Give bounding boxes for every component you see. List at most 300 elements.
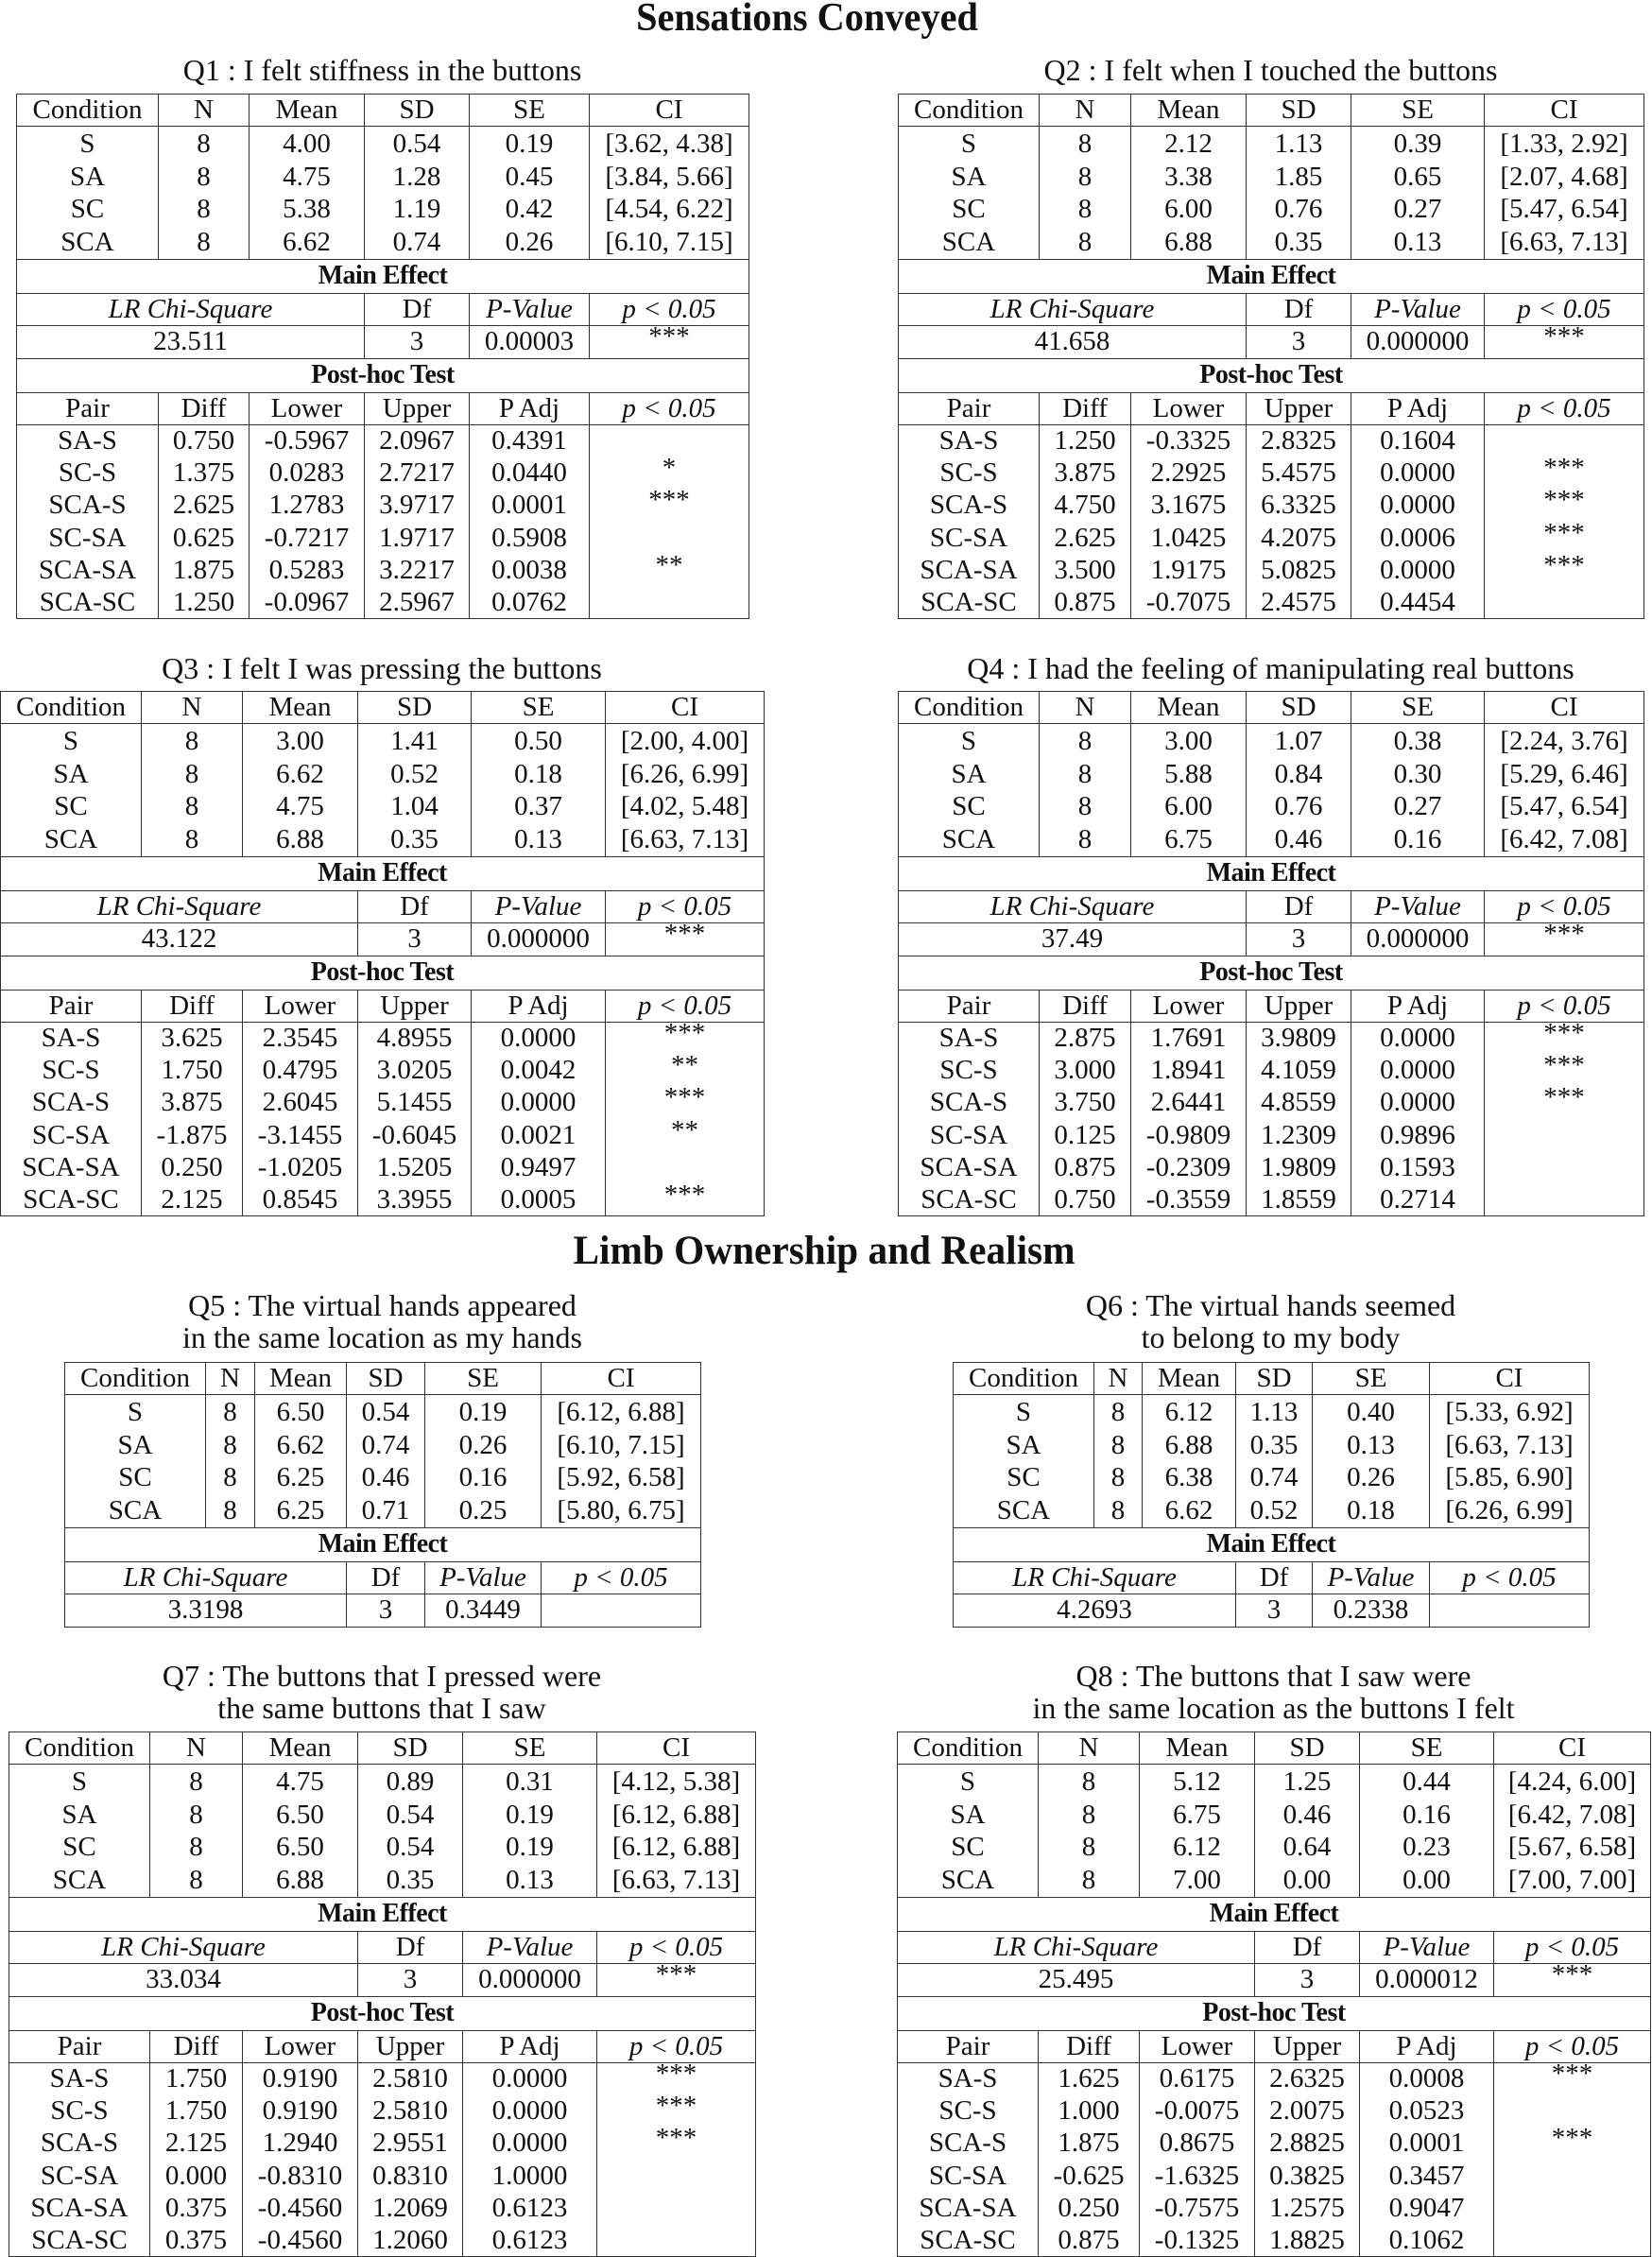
cell-significance: [542, 1589, 701, 1622]
cell-pair: SC-S: [9, 2095, 150, 2128]
cell-condition: SCA: [899, 226, 1040, 259]
cell-sd: 0.74: [347, 1429, 425, 1462]
cell-p-adj: 0.9497: [472, 1151, 606, 1183]
column-header-condition: Condition: [65, 1363, 206, 1395]
main-effect-band: [899, 856, 1644, 890]
q3-stats-table: [0, 691, 765, 1216]
q1-stats-table: [16, 94, 749, 619]
cell-lower: -0.8310: [243, 2160, 358, 2192]
cell-pair: SA-S: [1, 1022, 142, 1055]
descriptives-row: [899, 823, 1644, 856]
cell-condition: SA: [65, 1429, 206, 1462]
cell-pair: SCA-S: [9, 2128, 150, 2160]
cell-pair: SA-S: [898, 2062, 1039, 2095]
cell-sd: 1.13: [1247, 127, 1351, 161]
column-header-upper: Upper: [358, 2030, 463, 2062]
cell-sd: 0.52: [358, 758, 472, 791]
column-header-ci: CI: [1485, 95, 1644, 127]
cell-pair: SCA-SC: [1, 1183, 142, 1216]
cell-diff: 0.250: [1039, 2192, 1140, 2224]
cell-upper: 5.4575: [1247, 457, 1351, 490]
post-hoc-band: [898, 1996, 1651, 2030]
cell-p-value: 0.000000: [463, 1963, 597, 1996]
cell-lower: 0.5283: [250, 554, 365, 586]
cell-diff: 2.125: [142, 1183, 243, 1216]
column-header-lower: Lower: [1131, 990, 1247, 1022]
cell-upper: 5.1455: [358, 1087, 472, 1119]
cell-upper: 4.8955: [358, 1022, 472, 1055]
column-header-sd: SD: [1255, 1732, 1360, 1765]
cell-upper: 2.0967: [365, 424, 470, 457]
cell-se: 0.19: [470, 127, 590, 161]
cell-df: 3: [358, 922, 472, 956]
cell-diff: 1.375: [159, 457, 250, 490]
post-hoc-heading: Post-hoc Test: [899, 358, 1644, 392]
cell-diff: 0.375: [150, 2192, 243, 2224]
cell-condition: SA: [1, 758, 142, 791]
q7-title-line: the same buttons that I saw: [217, 1691, 546, 1725]
column-header-df: Df: [347, 1561, 425, 1594]
cell-ci: [7.00, 7.00]: [1494, 1864, 1651, 1897]
column-header-p-adj: P Adj: [470, 392, 590, 424]
descriptives-header-row: [899, 95, 1644, 127]
cell-se: 0.13: [472, 823, 606, 856]
cell-se: 0.27: [1351, 193, 1485, 226]
cell-significance: ***: [597, 2123, 756, 2155]
column-header-lr-chi-square: LR Chi-Square: [898, 1931, 1255, 1963]
cell-se: 0.31: [463, 1765, 597, 1799]
cell-p-adj: 0.9896: [1351, 1119, 1485, 1151]
cell-n: 8: [142, 790, 243, 823]
column-header-pair: Pair: [17, 392, 159, 424]
cell-df: 3: [1255, 1963, 1360, 1996]
column-header-se: SE: [1313, 1363, 1430, 1395]
cell-lower: 0.9190: [243, 2095, 358, 2128]
cell-lower: -0.3559: [1131, 1183, 1247, 1216]
cell-n: 8: [1094, 1395, 1143, 1429]
cell-significance: ***: [1485, 485, 1644, 517]
column-header-p-value: P-Value: [1313, 1561, 1430, 1594]
cell-upper: 1.9809: [1247, 1151, 1351, 1183]
cell-sd: 0.89: [358, 1765, 463, 1799]
cell-significance: [590, 517, 749, 549]
cell-lower: 0.9190: [243, 2062, 358, 2095]
cell-sd: 0.54: [358, 1799, 463, 1832]
cell-mean: 4.75: [250, 161, 365, 194]
cell-lower: 3.1675: [1131, 490, 1247, 522]
cell-sd: 0.54: [358, 1831, 463, 1864]
cell-sd: 0.64: [1255, 1831, 1360, 1864]
main-effect-band: [1, 856, 765, 890]
column-header-lower: Lower: [243, 990, 358, 1022]
cell-se: 0.16: [425, 1461, 542, 1494]
cell-mean: 6.88: [243, 823, 358, 856]
cell-n: 8: [150, 1831, 243, 1864]
descriptives-row: [17, 161, 749, 194]
cell-significance: ***: [1485, 1017, 1644, 1050]
cell-se: 0.16: [1351, 823, 1485, 856]
column-header-condition: Condition: [954, 1363, 1094, 1395]
cell-upper: 1.8825: [1255, 2224, 1360, 2257]
descriptives-row: [65, 1494, 701, 1527]
main-effect-heading: Main Effect: [898, 1897, 1651, 1931]
cell-lower: -0.4560: [243, 2192, 358, 2224]
column-header-n: N: [1094, 1363, 1143, 1395]
cell-significance: ***: [597, 2091, 756, 2123]
column-header-mean: Mean: [243, 1732, 358, 1765]
column-header-p-adj: P Adj: [472, 990, 606, 1022]
descriptives-row: [65, 1429, 701, 1462]
cell-sd: 0.46: [1247, 823, 1351, 856]
cell-upper: 1.2309: [1247, 1119, 1351, 1151]
cell-lower: -1.6325: [1140, 2160, 1255, 2192]
cell-n: 8: [142, 823, 243, 856]
column-header-pair: Pair: [899, 990, 1040, 1022]
column-header-diff: Diff: [1040, 990, 1131, 1022]
column-header-mean: Mean: [1131, 95, 1247, 127]
cell-condition: S: [1, 724, 142, 758]
cell-pair: SCA-SC: [899, 1183, 1040, 1216]
cell-ci: [5.92, 6.58]: [542, 1461, 701, 1494]
cell-condition: SCA: [898, 1864, 1039, 1897]
cell-sd: 0.46: [347, 1461, 425, 1494]
cell-significance: ***: [606, 1017, 765, 1050]
cell-lower: 0.4795: [243, 1055, 358, 1087]
cell-mean: 6.50: [243, 1799, 358, 1832]
column-header-significance: p < 0.05: [542, 1561, 701, 1594]
cell-n: 8: [142, 758, 243, 791]
cell-diff: 1.250: [159, 586, 250, 619]
main-effect-values-row: [1, 922, 765, 956]
cell-significance: [590, 420, 749, 453]
cell-sd: 0.35: [1247, 226, 1351, 259]
cell-diff: 1.000: [1039, 2095, 1140, 2128]
q2-stats-table: [898, 94, 1644, 619]
cell-pair: SC-S: [17, 457, 159, 490]
cell-diff: 1.750: [142, 1055, 243, 1087]
cell-condition: SA: [9, 1799, 150, 1832]
cell-mean: 4.75: [243, 790, 358, 823]
cell-upper: 2.5810: [358, 2062, 463, 2095]
cell-diff: 2.625: [159, 490, 250, 522]
column-header-significance: p < 0.05: [597, 2030, 756, 2062]
cell-se: 0.37: [472, 790, 606, 823]
column-header-mean: Mean: [243, 692, 358, 724]
cell-n: 8: [206, 1494, 255, 1527]
cell-ci: [4.54, 6.22]: [590, 193, 749, 226]
cell-significance: ***: [606, 1082, 765, 1114]
cell-mean: 6.62: [1143, 1494, 1236, 1527]
cell-upper: 1.2069: [358, 2192, 463, 2224]
cell-sd: 0.52: [1236, 1494, 1313, 1527]
cell-significance: ***: [590, 320, 749, 353]
q4-title-line: Q4 : I had the feeling of manipulating real buttons: [967, 651, 1575, 685]
cell-p-adj: 0.1593: [1351, 1151, 1485, 1183]
cell-mean: 6.88: [1143, 1429, 1236, 1462]
cell-ci: [5.80, 6.75]: [542, 1494, 701, 1527]
cell-diff: 0.750: [159, 424, 250, 457]
cell-condition: SCA: [65, 1494, 206, 1527]
cell-lower: 1.7691: [1131, 1022, 1247, 1055]
cell-n: 8: [1040, 823, 1131, 856]
column-header-condition: Condition: [17, 95, 159, 127]
cell-pair: SCA-S: [899, 490, 1040, 522]
cell-se: 0.26: [1313, 1461, 1430, 1494]
cell-mean: 2.12: [1131, 127, 1247, 161]
descriptives-row: [1, 758, 765, 791]
cell-lower: 0.6175: [1140, 2062, 1255, 2095]
cell-p-adj: 0.0000: [472, 1087, 606, 1119]
column-header-ci: CI: [1494, 1732, 1651, 1765]
cell-lr-chi-square: 3.3198: [65, 1594, 347, 1627]
cell-df: 3: [1236, 1594, 1313, 1627]
cell-mean: 3.00: [243, 724, 358, 758]
descriptives-row: [65, 1461, 701, 1494]
cell-mean: 6.75: [1131, 823, 1247, 856]
cell-significance: ***: [1485, 320, 1644, 353]
column-header-p-value: P-Value: [425, 1561, 542, 1594]
cell-n: 8: [1040, 161, 1131, 194]
cell-mean: 6.25: [255, 1494, 347, 1527]
cell-ci: [5.47, 6.54]: [1485, 193, 1644, 226]
cell-condition: S: [17, 127, 159, 161]
column-header-upper: Upper: [365, 392, 470, 424]
column-header-p-adj: P Adj: [1360, 2030, 1494, 2062]
cell-condition: SCA: [954, 1494, 1094, 1527]
cell-ci: [6.12, 6.88]: [597, 1831, 756, 1864]
main-effect-band: [17, 259, 749, 293]
column-header-pair: Pair: [898, 2030, 1039, 2062]
cell-lower: 0.8545: [243, 1183, 358, 1216]
column-header-condition: Condition: [1, 692, 142, 724]
cell-upper: 0.3825: [1255, 2160, 1360, 2192]
cell-p-adj: 0.0038: [470, 554, 590, 586]
cell-n: 8: [1039, 1864, 1140, 1897]
main-effect-heading: Main Effect: [899, 856, 1644, 890]
column-header-upper: Upper: [358, 990, 472, 1022]
main-effect-heading: Main Effect: [954, 1527, 1590, 1561]
cell-se: 0.30: [1351, 758, 1485, 791]
column-header-n: N: [1040, 95, 1131, 127]
cell-ci: [6.12, 6.88]: [542, 1395, 701, 1429]
cell-ci: [2.00, 4.00]: [606, 724, 765, 758]
cell-p-value: 0.000000: [1351, 922, 1485, 956]
descriptives-row: [954, 1395, 1590, 1429]
cell-sd: 0.74: [365, 226, 470, 259]
cell-ci: [5.67, 6.58]: [1494, 1831, 1651, 1864]
cell-upper: -0.6045: [358, 1119, 472, 1151]
column-header-significance: p < 0.05: [590, 293, 749, 325]
main-effect-heading: Main Effect: [9, 1897, 756, 1931]
column-header-lr-chi-square: LR Chi-Square: [899, 890, 1247, 922]
column-header-se: SE: [470, 95, 590, 127]
cell-pair: SCA-SA: [899, 1151, 1040, 1183]
cell-lower: 1.0425: [1131, 522, 1247, 554]
cell-diff: 2.125: [150, 2128, 243, 2160]
column-header-ci: CI: [1430, 1363, 1590, 1395]
cell-lower: -0.1325: [1140, 2224, 1255, 2257]
cell-sd: 1.07: [1247, 724, 1351, 758]
column-header-df: Df: [1255, 1931, 1360, 1963]
cell-p-adj: 0.2714: [1351, 1183, 1485, 1216]
cell-ci: [6.26, 6.99]: [606, 758, 765, 791]
cell-significance: [1485, 1179, 1644, 1212]
post-hoc-row: [899, 586, 1644, 619]
post-hoc-row: [899, 1183, 1644, 1216]
descriptives-header-row: [17, 95, 749, 127]
column-header-condition: Condition: [899, 95, 1040, 127]
q8-title-line: in the same location as the buttons I felt: [1032, 1691, 1515, 1725]
cell-n: 8: [206, 1461, 255, 1494]
cell-condition: S: [954, 1395, 1094, 1429]
cell-upper: 0.8310: [358, 2160, 463, 2192]
cell-lower: 1.2940: [243, 2128, 358, 2160]
column-header-significance: p < 0.05: [1494, 2030, 1651, 2062]
cell-ci: [4.12, 5.38]: [597, 1765, 756, 1799]
column-header-condition: Condition: [898, 1732, 1039, 1765]
cell-significance: [1494, 2155, 1651, 2187]
column-header-p-value: P-Value: [470, 293, 590, 325]
cell-se: 0.19: [463, 1799, 597, 1832]
cell-upper: 6.3325: [1247, 490, 1351, 522]
column-header-se: SE: [1360, 1732, 1494, 1765]
cell-significance: ***: [1485, 517, 1644, 549]
cell-p-adj: 0.0000: [463, 2128, 597, 2160]
cell-se: 0.45: [470, 161, 590, 194]
cell-pair: SCA-S: [898, 2128, 1039, 2160]
cell-significance: **: [606, 1114, 765, 1146]
cell-diff: -1.875: [142, 1119, 243, 1151]
cell-p-adj: 0.0005: [472, 1183, 606, 1216]
cell-sd: 1.28: [365, 161, 470, 194]
cell-ci: [6.42, 7.08]: [1494, 1799, 1651, 1832]
cell-se: 0.25: [425, 1494, 542, 1527]
cell-ci: [6.63, 7.13]: [597, 1864, 756, 1897]
cell-n: 8: [1040, 127, 1131, 161]
cell-n: 8: [150, 1864, 243, 1897]
cell-condition: S: [898, 1765, 1039, 1799]
section-title-sensations: Sensations Conveyed: [636, 0, 978, 40]
column-header-p-adj: P Adj: [1351, 990, 1485, 1022]
cell-significance: ***: [606, 1179, 765, 1212]
cell-ci: [6.10, 7.15]: [590, 226, 749, 259]
cell-se: 0.13: [463, 1864, 597, 1897]
q5-stats-table: [64, 1362, 701, 1628]
cell-lower: -1.0205: [243, 1151, 358, 1183]
cell-sd: 1.04: [358, 790, 472, 823]
cell-upper: 1.5205: [358, 1151, 472, 1183]
cell-mean: 6.75: [1140, 1799, 1255, 1832]
cell-n: 8: [1040, 724, 1131, 758]
cell-sd: 0.00: [1255, 1864, 1360, 1897]
cell-condition: SC: [899, 193, 1040, 226]
cell-se: 0.50: [472, 724, 606, 758]
cell-ci: [2.07, 4.68]: [1485, 161, 1644, 194]
column-header-pair: Pair: [9, 2030, 150, 2062]
cell-mean: 6.12: [1143, 1395, 1236, 1429]
column-header-ci: CI: [590, 95, 749, 127]
descriptives-row: [17, 226, 749, 259]
cell-mean: 5.88: [1131, 758, 1247, 791]
cell-lower: -0.0967: [250, 586, 365, 619]
cell-ci: [6.63, 7.13]: [606, 823, 765, 856]
cell-pair: SCA-SA: [17, 554, 159, 586]
descriptives-row: [899, 161, 1644, 194]
cell-n: 8: [159, 161, 250, 194]
cell-n: 8: [159, 193, 250, 226]
column-header-se: SE: [463, 1732, 597, 1765]
cell-significance: [1485, 1114, 1644, 1146]
cell-ci: [6.63, 7.13]: [1485, 226, 1644, 259]
cell-lower: 0.0283: [250, 457, 365, 490]
cell-significance: [1485, 420, 1644, 453]
post-hoc-heading: Post-hoc Test: [898, 1996, 1651, 2030]
cell-n: 8: [150, 1765, 243, 1799]
cell-pair: SCA-SC: [9, 2224, 150, 2257]
column-header-p-adj: P Adj: [463, 2030, 597, 2062]
column-header-lr-chi-square: LR Chi-Square: [65, 1561, 347, 1594]
cell-ci: [6.12, 6.88]: [597, 1799, 756, 1832]
section-title-limb-ownership: Limb Ownership and Realism: [573, 1229, 1076, 1273]
cell-n: 8: [206, 1395, 255, 1429]
cell-lower: -0.2309: [1131, 1151, 1247, 1183]
cell-se: 0.18: [472, 758, 606, 791]
cell-n: 8: [1094, 1429, 1143, 1462]
cell-mean: 6.88: [1131, 226, 1247, 259]
cell-condition: SA: [954, 1429, 1094, 1462]
cell-upper: 2.7217: [365, 457, 470, 490]
cell-diff: 1.750: [150, 2095, 243, 2128]
column-header-mean: Mean: [1131, 692, 1247, 724]
cell-pair: SCA-SA: [899, 554, 1040, 586]
cell-sd: 0.54: [365, 127, 470, 161]
cell-se: 0.26: [425, 1429, 542, 1462]
cell-upper: 3.2217: [365, 554, 470, 586]
cell-mean: 6.00: [1131, 193, 1247, 226]
main-effect-band: [65, 1527, 701, 1561]
post-hoc-heading: Post-hoc Test: [9, 1996, 756, 2030]
cell-se: 0.13: [1351, 226, 1485, 259]
main-effect-band: [899, 259, 1644, 293]
cell-significance: **: [590, 549, 749, 581]
cell-p-adj: 0.0000: [463, 2062, 597, 2095]
cell-ci: [2.24, 3.76]: [1485, 724, 1644, 758]
cell-condition: SC: [899, 790, 1040, 823]
cell-lr-chi-square: 25.495: [898, 1963, 1255, 1996]
cell-condition: SA: [899, 758, 1040, 791]
cell-upper: 1.8559: [1247, 1183, 1351, 1216]
cell-condition: SCA: [899, 823, 1040, 856]
q6-title-line: Q6 : The virtual hands seemed: [1085, 1288, 1456, 1322]
main-effect-values-row: [65, 1594, 701, 1627]
column-header-lower: Lower: [1131, 392, 1247, 424]
cell-lr-chi-square: 41.658: [899, 325, 1247, 358]
descriptives-row: [899, 758, 1644, 791]
cell-se: 0.65: [1351, 161, 1485, 194]
cell-mean: 4.00: [250, 127, 365, 161]
column-header-sd: SD: [347, 1363, 425, 1395]
cell-significance: ***: [597, 1958, 756, 1991]
cell-sd: 1.85: [1247, 161, 1351, 194]
column-header-df: Df: [358, 890, 472, 922]
cell-pair: SA-S: [899, 424, 1040, 457]
descriptives-row: [9, 1765, 756, 1799]
cell-lr-chi-square: 23.511: [17, 325, 365, 358]
cell-pair: SC-SA: [9, 2160, 150, 2192]
descriptives-row: [898, 1765, 1651, 1799]
column-header-significance: p < 0.05: [1485, 990, 1644, 1022]
column-header-se: SE: [1351, 692, 1485, 724]
